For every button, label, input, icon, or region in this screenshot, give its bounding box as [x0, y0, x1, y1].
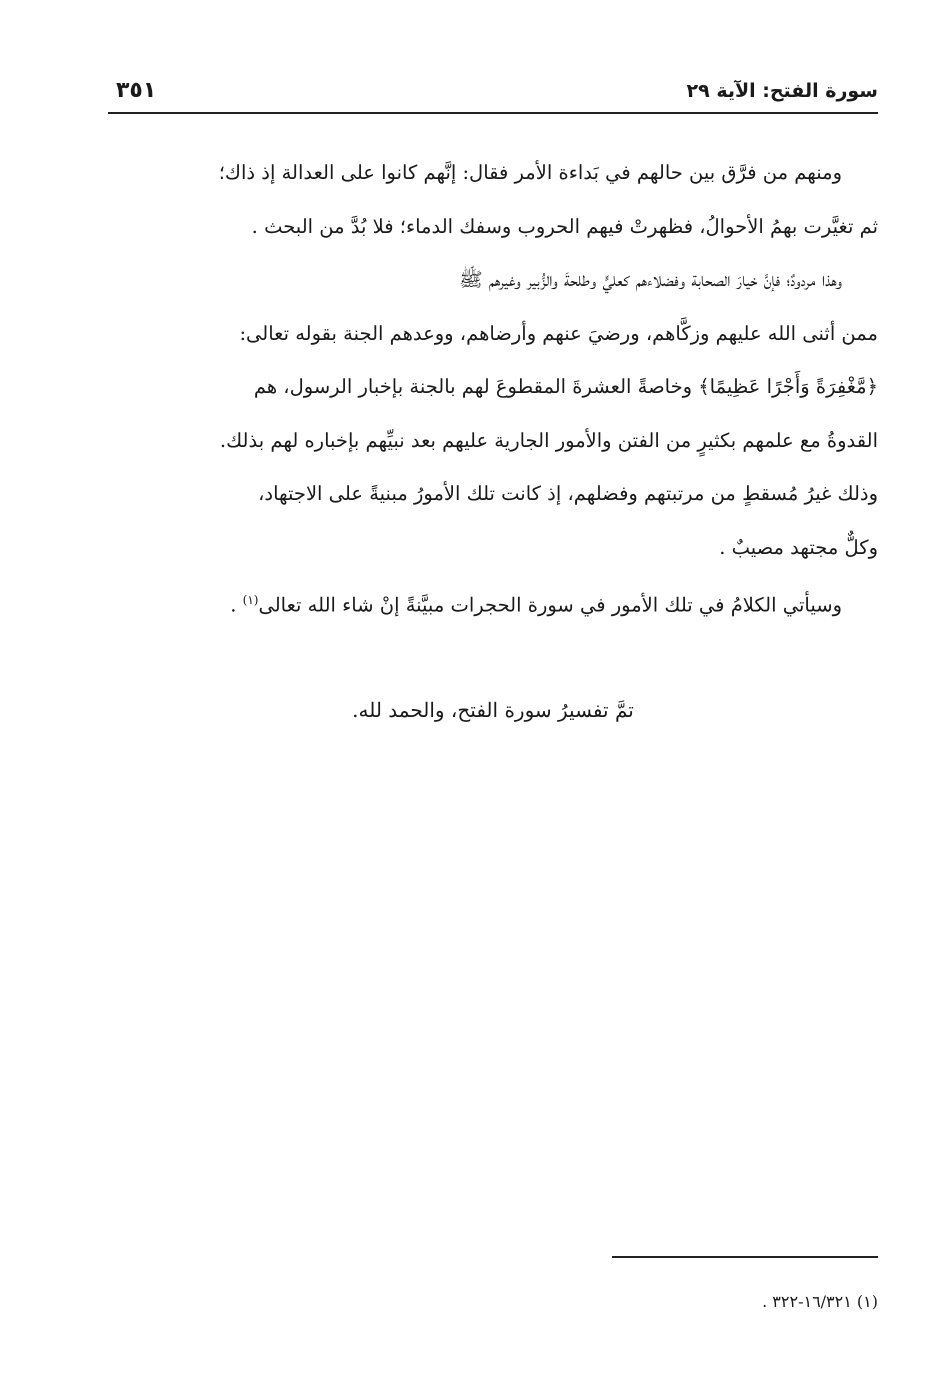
- text-line: وهذا مردودٌ؛ فإنَّ خيارَ الصحابة وفضلاءهم كعليٍّ وطلحةَ والزُّبير وغيرهم ﷺ: [459, 268, 842, 291]
- text-line: القدوةُ مع علمهم بكثيرٍ من الفتن والأمور الجارية عليهم بعد نبيِّهم بإخباره لهم بذلك.: [219, 428, 878, 452]
- page-header: [108, 72, 878, 114]
- text-line: ممن أثنى الله عليهم وزكَّاهم، ورضيَ عنهم وأرضاهم، ووعدهم الجنة بقوله تعالى:: [239, 321, 878, 345]
- text-line: [100, 574, 878, 632]
- paragraph-2: [100, 253, 878, 574]
- running-title: سورة الفتح: الآية ٢٩: [686, 80, 878, 102]
- text-line: ثم تغيَّرت بهمُ الأحوالُ، فظهرتْ فيهم الحروب وسفك الدماء؛ فلا بُدَّ من البحث .: [251, 214, 878, 238]
- paragraph-3: [100, 574, 878, 632]
- text-line-end: .: [230, 593, 237, 617]
- footnote-divider: [612, 1256, 878, 1258]
- closing-line: تمَّ تفسيرُ سورة الفتح، والحمد لله.: [352, 698, 634, 722]
- page-number: ٣٥١: [116, 78, 157, 103]
- text-line: وذلك غيرُ مُسقطٍ من مرتبتهم وفضلهم، إذ كانت تلك الأمورُ مبنيةً على الاجتهاد،: [258, 482, 878, 505]
- main-text: [100, 146, 878, 632]
- text-line: ﴿مَّغْفِرَةً وَأَجْرًا عَظِيمًا﴾ وخاصةً العشرةَ المقطوعَ لهم بالجنة بإخبار الرسول، هم: [253, 375, 878, 398]
- text-line: ومنهم من فرَّق بين حالهم في بَداءة الأمر فقال: إنَّهم كانوا على العدالة إذ ذاك؛: [218, 161, 842, 184]
- footnote: (١) ١٦/٣٢١-٣٢٢ .: [762, 1292, 878, 1311]
- text-line: وكلٌّ مجتهد مصيبٌ .: [719, 535, 878, 559]
- text-line-content: وسيأتي الكلامُ في تلك الأمور في سورة الحجرات مبيَّنةً إنْ شاء الله تعالى: [258, 593, 842, 617]
- footnote-reference: (١): [242, 593, 259, 607]
- paragraph-1: [100, 146, 878, 253]
